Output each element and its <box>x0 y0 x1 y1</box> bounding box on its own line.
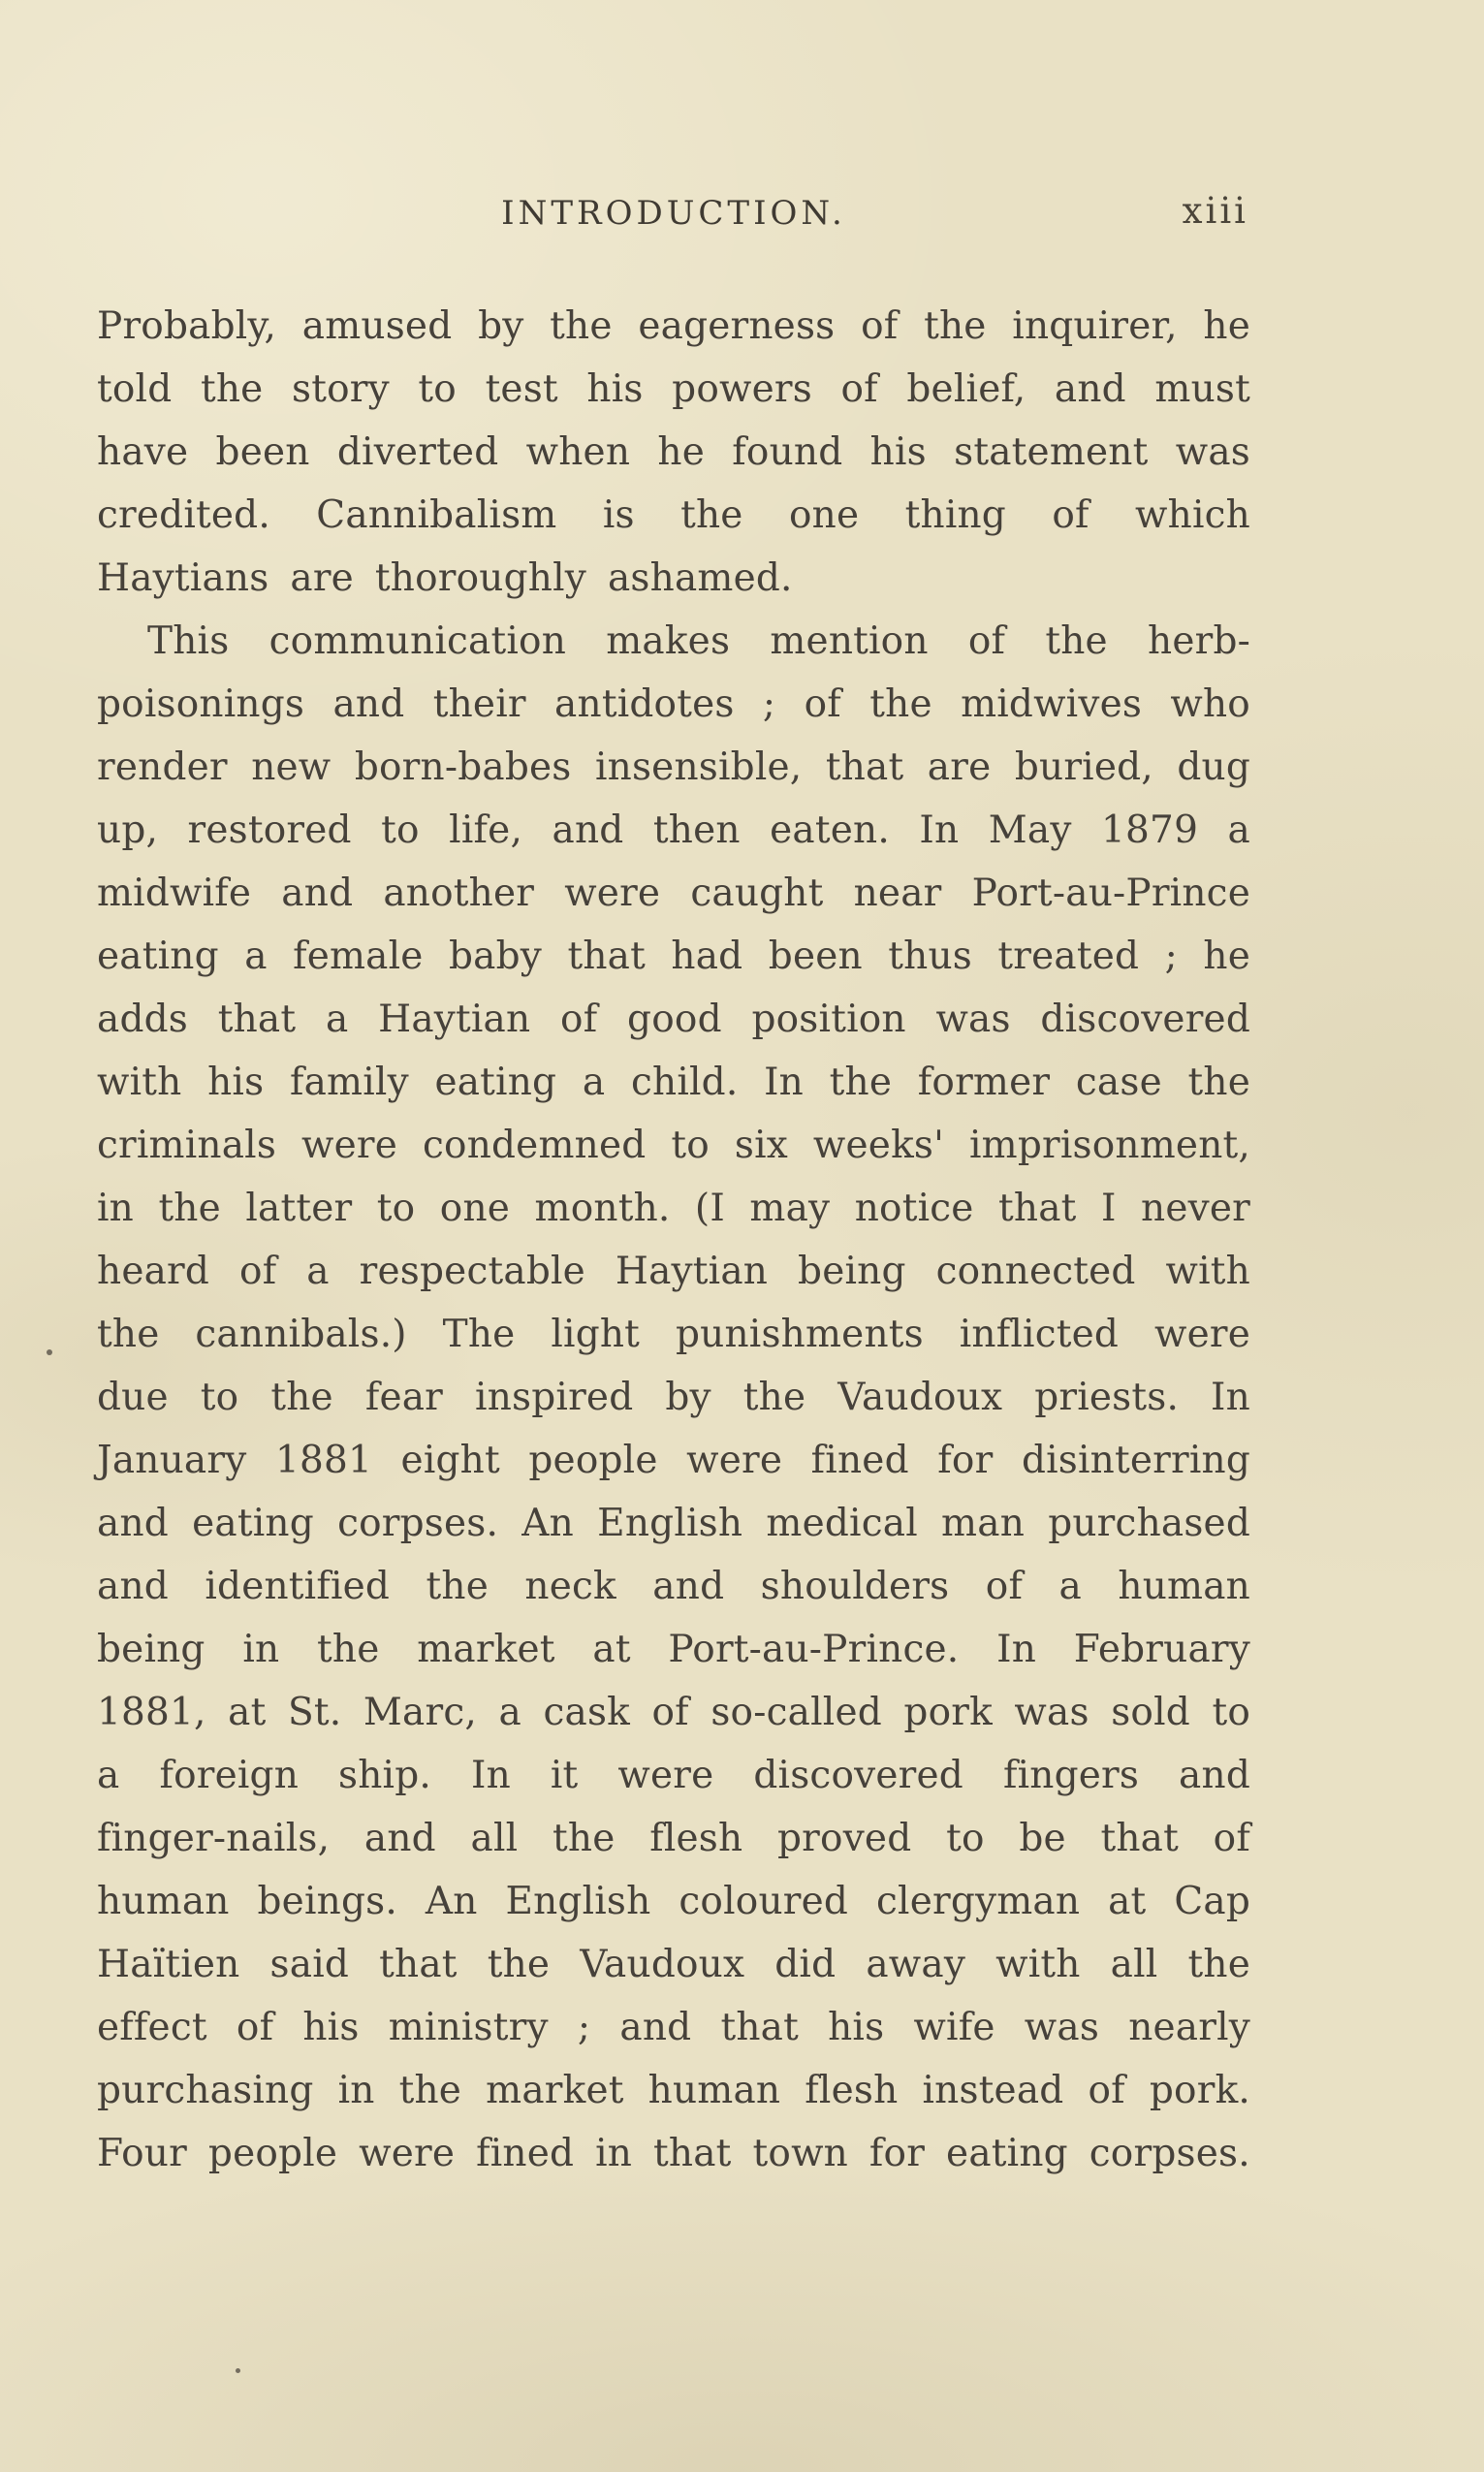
paragraph: This communication makes mention of the herb-poisonings and their antidotes ; of the midwives who render new born-babes insensible, that are buried, dug up, restored to life, and then eaten. In May 1879 a midwife and another were caught near Port-au-Prince eating a female baby that had been thus treated ; he adds that a Haytian of good position was discovered with his family eating a child. In the former case the criminals were condemned to six weeks' imprisonment, in the latter to one month. (I may notice that I never heard of a respectable Haytian being connected with the cannibals.) The light punishments inflicted were due to the fear inspired by the Vaudoux priests. In January 1881 eight people were fined for disinterring and eating corpses. An English medical man purchased and identified the neck and shoulders of a human being in the market at Port-au-Prince. In February 1881, at St. Marc, a cask of so-called pork was sold to a foreign ship. In it were discovered fingers and finger-nails, and all the flesh proved to be that of human beings. An English coloured clergyman at Cap Haïtien said that the Vaudoux did away with all the effect of his ministry ; and that his wife was nearly purchasing in the market human flesh instead of pork. Four people were fined in that town for eating corpses. <box>97 619 1250 2175</box>
paper-speck <box>47 1349 52 1355</box>
page-content <box>97 190 1250 2185</box>
paper-speck <box>236 2368 240 2373</box>
page-header <box>97 190 1250 244</box>
chapter-title: INTRODUCTION. <box>501 194 846 233</box>
page-number: xiii <box>1182 190 1248 232</box>
body-text <box>97 295 1250 2185</box>
paragraph: Probably, amused by the eagerness of the inquirer, he told the story to test his powers of belief, and must have been diverted when he found his statement was credited. Cannibalism is the one thing of which Haytians are thoroughly ashamed. <box>97 304 1250 600</box>
